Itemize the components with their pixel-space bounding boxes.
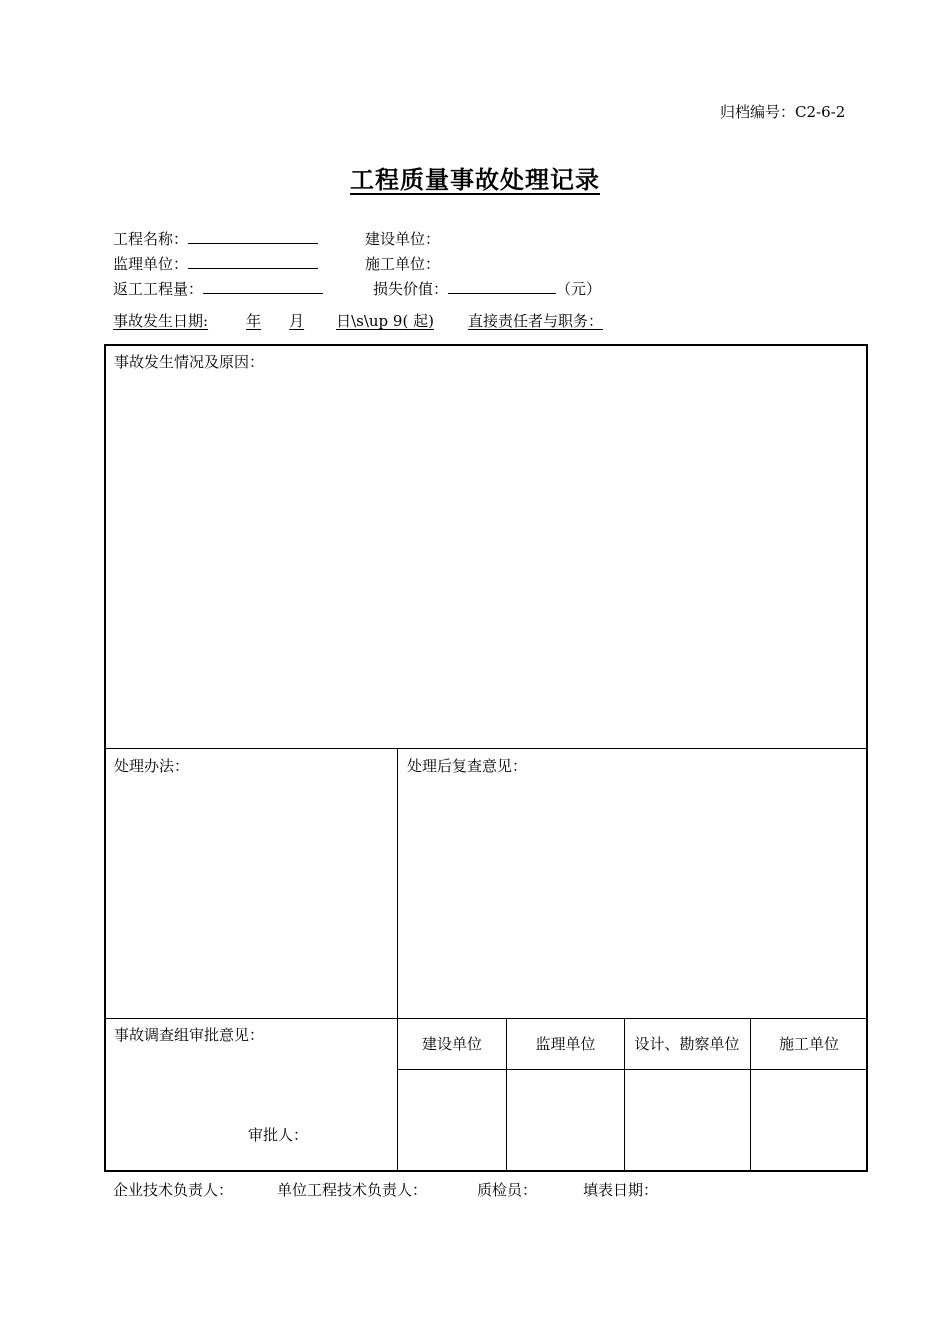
- tech-lead-label: 企业技术负责人：: [113, 1181, 234, 1199]
- method-label: 处理办法：: [114, 757, 190, 775]
- loss-value-label: 损失价值：: [373, 280, 449, 298]
- accident-date-row: [113, 310, 611, 331]
- rework-amount-row: [113, 278, 323, 299]
- day-label: 日\s\up 9( 起): [336, 312, 434, 330]
- unit-tech-lead-label: 单位工程技术负责人：: [277, 1181, 428, 1199]
- review-label: 处理后复查意见：: [407, 757, 528, 775]
- month-label: 月: [289, 312, 305, 330]
- column-design-survey-unit: 设计、勘察单位: [634, 1035, 740, 1053]
- supervision-unit-label: 监理单位：: [113, 255, 189, 273]
- cause-label: 事故发生情况及原因：: [114, 353, 265, 371]
- loss-value-unit: （元）: [556, 280, 602, 298]
- loss-value-blank[interactable]: [448, 279, 556, 294]
- divider-col-2: [624, 1018, 625, 1172]
- project-name-row: [113, 228, 318, 249]
- approval-label: 事故调查组审批意见：: [114, 1026, 265, 1044]
- column-construction-unit: 建设单位: [421, 1035, 482, 1053]
- divider-method-review: [397, 748, 398, 1172]
- supervision-unit-blank[interactable]: [188, 254, 318, 269]
- loss-value-row: [373, 278, 601, 299]
- accident-date-label: 事故发生日期:: [113, 312, 209, 330]
- archive-number: 归档编号：C2-6-2: [720, 103, 846, 121]
- rework-amount-blank[interactable]: [203, 279, 323, 294]
- supervision-unit-row: [113, 253, 318, 274]
- rework-amount-label: 返工工程量：: [113, 280, 204, 298]
- responsible-label: 直接责任者与职务：: [467, 312, 603, 330]
- construction-unit-label: 建设单位：: [365, 230, 441, 248]
- fill-date-label: 填表日期：: [583, 1181, 659, 1199]
- divider-cause: [105, 748, 867, 749]
- approver-label: 审批人：: [248, 1126, 309, 1144]
- builder-unit-label: 施工单位：: [365, 255, 441, 273]
- column-supervision-unit: 监理单位: [535, 1035, 596, 1053]
- divider-column-head: [397, 1069, 867, 1070]
- project-name-label: 工程名称：: [113, 230, 189, 248]
- inspector-label: 质检员：: [477, 1181, 538, 1199]
- year-label: 年: [246, 312, 262, 330]
- project-name-blank[interactable]: [188, 229, 318, 244]
- page-title: 工程质量事故处理记录: [350, 165, 600, 194]
- column-builder-unit: 施工单位: [778, 1035, 839, 1053]
